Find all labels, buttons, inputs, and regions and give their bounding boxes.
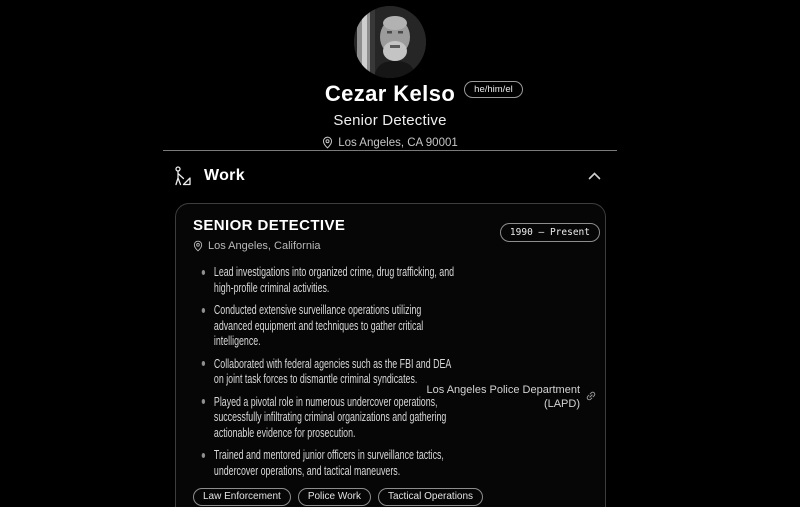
job-bullet: Trained and mentored junior officers in surveillance tactics, undercover operations, and tactical maneuvers. [201,447,455,478]
pin-icon [193,240,203,252]
tag-badge: Law Enforcement [193,488,291,506]
company-link[interactable] [419,384,597,411]
job-bullet: Conducted extensive surveillance operations utilizing advanced equipment and techniques to gather critical intelligence. [201,302,455,349]
person-working-icon [171,165,193,187]
job-bullet: Collaborated with federal agencies such as the FBI and DEA on joint task forces to dismantle criminal syndicates. [201,356,455,387]
profile-name: Cezar Kelso [324,81,456,106]
work-section-title: Work [204,167,245,184]
profile-location [322,136,458,149]
work-section-toggle[interactable] [163,157,617,195]
job-bullet-list [201,264,455,485]
profile-title: Senior Detective [333,112,447,129]
job-card [175,203,606,507]
avatar [354,6,426,78]
job-card-body [176,262,605,484]
chevron-up-icon [588,172,601,180]
tag-badge: Police Work [298,488,371,506]
pin-icon [322,136,333,149]
job-title: SENIOR DETECTIVE [193,217,346,234]
profile-header [163,0,617,154]
section-divider [163,150,617,151]
job-tags [193,488,483,506]
job-bullet: Played a pivotal role in numerous undercover operations, successfully infiltrating criminal organizations and gathering actionable evidence for prosecution. [201,394,455,441]
job-period-badge: 1990 – Present [500,223,600,242]
tag-badge: Tactical Operations [378,488,483,506]
job-bullet: Lead investigations into organized crime, drug trafficking, and high-profile criminal activities. [201,264,455,295]
pronoun-badge: he/him/el [464,81,523,98]
avatar-portrait [354,6,426,78]
company-name: Los Angeles Police Department (LAPD) [426,384,580,410]
profile-location-text: Los Angeles, CA 90001 [338,136,458,149]
link-icon [585,390,597,402]
job-card-header [176,204,605,252]
job-location-text: Los Angeles, California [208,240,321,252]
